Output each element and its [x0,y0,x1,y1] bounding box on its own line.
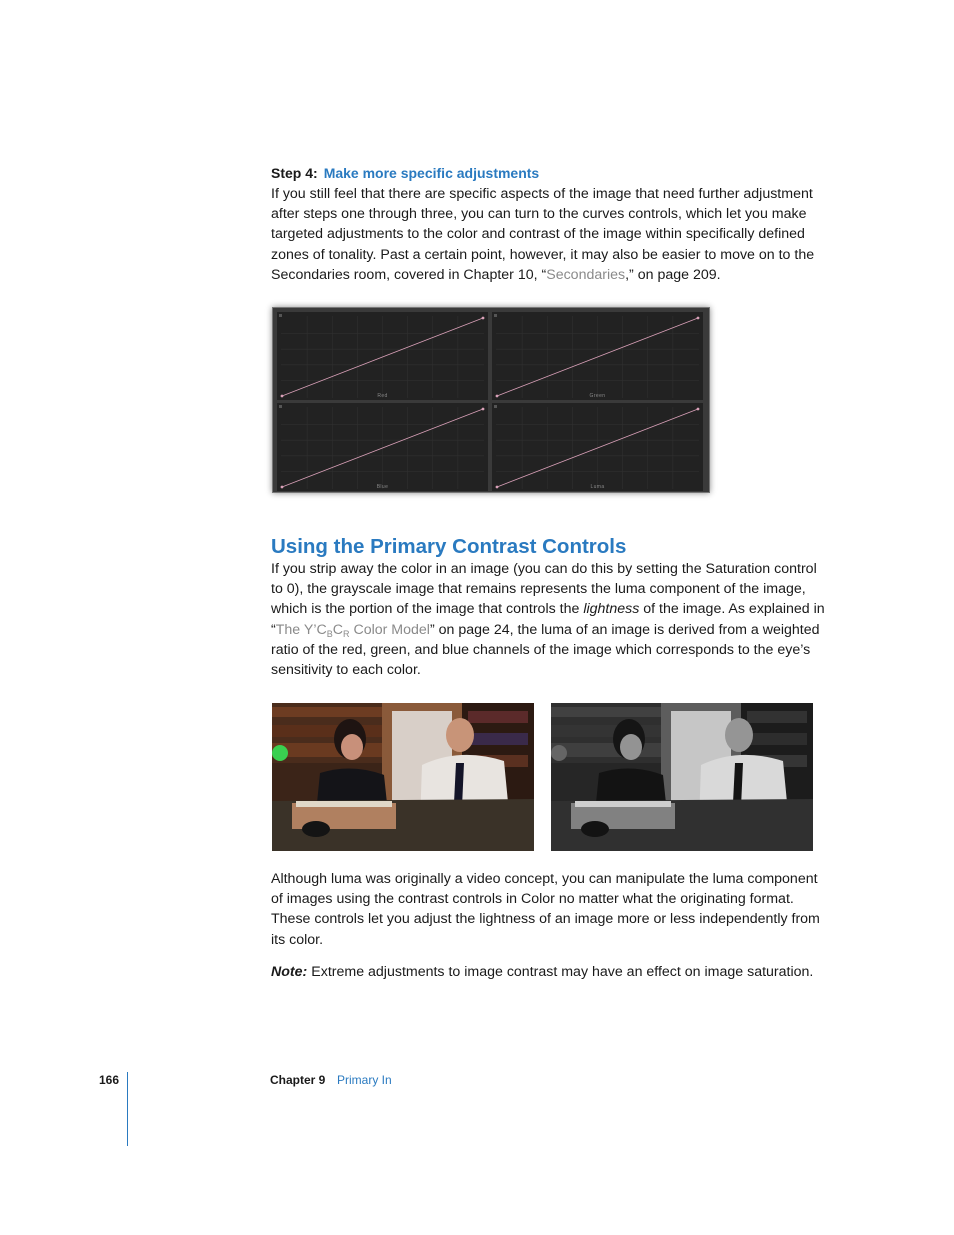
photo-scene [272,703,534,851]
footer-chapter: Chapter 9 [270,1073,326,1087]
paragraph-text: ” on page 24, the luma of an image is derived from a weighted ratio of the red, green, and blue channels of the image which corresponds to the eye’s sensitivity to each color. [271,621,820,679]
curve-panel-red[interactable] [277,312,488,400]
color-model-link[interactable]: The $Y’C_BC_R$ Color Model [275,621,430,639]
curve-panel-green[interactable] [492,312,703,400]
paragraph-text: If you strip away the color in an image (you can do this by setting the Saturation control to 0), the grayscale image that remains represents the luma component of the image, which is the portion of the image that controls the [271,561,817,618]
paragraph-text: If you still feel that there are specific aspects of the image that need further adjustment after steps one through three, you can turn to the curves controls, which let you make targeted adjustments to the color and contrast of the image within specifically defined zones of tonality. Past a certain point, however, it may also be easier to move on to the Secondaries room, covered in Chapter 10, “ [271,186,815,283]
step-label: Step 4: [271,165,318,181]
paragraph-text: of the image. As explained in “ [271,601,825,638]
note-text: Extreme adjustments to image contrast may have an effect on image saturation. [311,964,814,980]
curve-graph [492,312,703,400]
photo-color [272,703,534,851]
photo-grayscale [551,703,813,851]
curve-label: Red [377,393,388,399]
emphasis-lightness: lightness [583,601,640,618]
curve-graph [277,403,488,491]
paragraph-curves [271,184,827,285]
note [271,962,813,982]
paragraph-luma [271,559,827,680]
paragraph-contrast: Although luma was originally a video concept, you can manipulate the luma component of images using the contrast controls in Color no matter what the originating format. These controls let you adjust the lightness of an image more or less independently from its color. [271,871,820,948]
curve-panel-blue[interactable] [277,403,488,491]
curves-controls-figure [272,307,710,493]
page-number: 166 [99,1073,120,1087]
step-title: Make more specific adjustments [323,165,540,181]
curve-label: Green [589,393,606,399]
section-title: Using the Primary Contrast Controls [271,535,627,558]
footer-chapter-title[interactable]: Primary In [337,1073,392,1087]
curve-graph [492,403,703,491]
photo-scene [551,703,813,851]
footer-divider [127,1072,128,1146]
secondaries-link[interactable]: Secondaries [546,266,626,283]
curve-label: Blue [376,484,389,490]
paragraph-text: ,” on page 209. [625,266,721,283]
curve-panel-luma[interactable] [492,403,703,491]
curve-label: Luma [590,484,605,490]
curve-graph [277,312,488,400]
step-heading [271,163,539,183]
note-label: Note: [271,964,308,980]
